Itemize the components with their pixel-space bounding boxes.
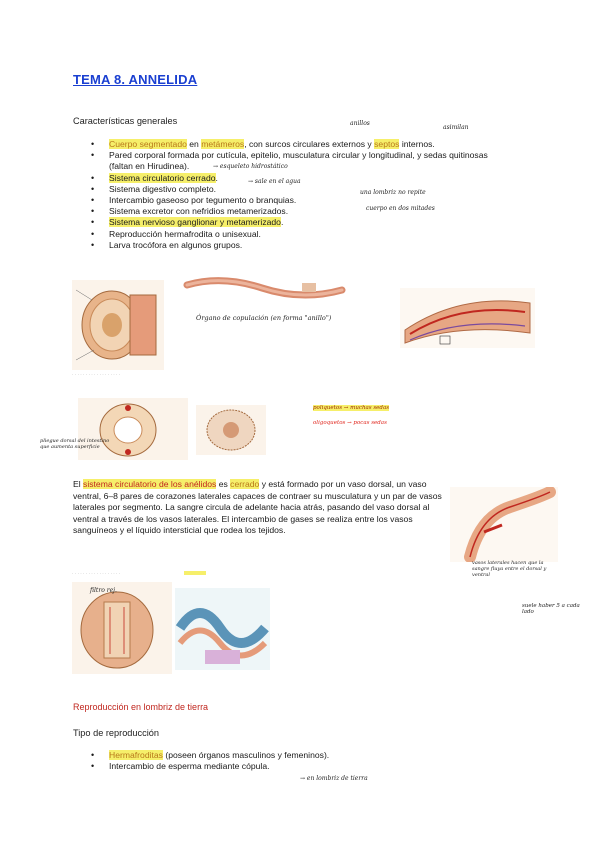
handwritten-note: cuerpo en dos mitades <box>366 205 435 212</box>
list-item: • Pared corporal formada por cutícula, epitelio, musculatura circular y longitudinal, y sedas quitinosas (faltan en Hirudinea). <box>93 150 513 172</box>
circulatory-paragraph: El sistema circulatorio de los anélidos es cerrado y está formado por un vaso dorsal, un vaso ventral, 6–8 pares de corazones laterales capaces de contraer su musculatura y un par de vasos laterales por segmento. La sangre circula de adelante hacia atrás, pasando del vaso dorsal al ventral a través de los vasos laterales. El intercambio de gases se realiza entre los vasos sanguíneos y el líquido intersticial que rodea los tejidos. <box>73 479 442 536</box>
handwritten-note: poliquetos → muchas sedas <box>313 405 390 411</box>
reproduction-list <box>93 750 453 772</box>
list-item: • Reproducción hermafrodita o unisexual. <box>93 229 513 240</box>
highlight: metámeros <box>201 139 245 149</box>
highlight: septos <box>374 139 400 149</box>
handwritten-note: una lombriz no repite <box>360 189 426 196</box>
list-item: • Larva trocófora en algunos grupos. <box>93 240 513 251</box>
earthworm-figure <box>182 270 352 310</box>
intestine-cross-section-figure <box>78 398 188 460</box>
highlight: Sistema nervioso ganglionar y metamerizado <box>109 217 281 228</box>
page-title: TEMA 8. ANNELIDA <box>73 72 198 87</box>
list-item: • Sistema excretor con nefridios metamerizados. <box>93 206 513 217</box>
segment-cross-section-figure <box>72 280 164 370</box>
handwritten-note: asimilan <box>443 124 469 131</box>
handwritten-note: suele haber 5 a cada lado <box>522 603 580 615</box>
handwritten-note: pliegue dorsal del intestino que aumenta superficie <box>40 438 110 450</box>
figure-caption-placeholder: · · · · · · · · · · · · · · · · · · <box>72 571 121 576</box>
section-heading: Características generales <box>73 116 178 126</box>
worm-anatomy-figure <box>400 288 535 348</box>
list-item: • Sistema circulatorio cerrado. <box>93 173 513 184</box>
highlight: Sistema circulatorio cerrado <box>109 172 216 183</box>
tissue-detail-figure <box>175 588 270 670</box>
section-heading: Reproducción en lombriz de tierra <box>73 702 209 712</box>
handwritten-note: → esqueleto hidrostático <box>213 163 288 170</box>
highlight: Cuerpo segmentado <box>109 139 187 149</box>
highlight: cerrado <box>230 479 260 489</box>
list-item: • Sistema digestivo completo. <box>93 184 513 195</box>
list-item: • Cuerpo segmentado en metámeros, con surcos circulares externos y septos internos. <box>93 139 513 150</box>
handwritten-note: Órgano de copulación (en forma "anillo") <box>196 314 332 322</box>
list-item: • Intercambio de esperma mediante cópula. <box>93 761 453 772</box>
intestine-detail-figure <box>72 582 172 674</box>
list-item: • Sistema nervioso ganglionar y metamerizado. <box>93 217 513 228</box>
handwritten-note: anillos <box>350 120 370 127</box>
circulatory-system-figure <box>450 487 558 562</box>
highlight: Hermafroditas <box>109 750 163 760</box>
list-item: • Intercambio gaseoso por tegumento o branquias. <box>93 195 513 206</box>
handwritten-note: → sale en el agua <box>248 178 301 185</box>
handwritten-note: vasos laterales hacen que la sangre fluya entre el dorsal y ventral <box>472 560 547 578</box>
features-list <box>93 139 513 251</box>
subsection-heading: Tipo de reproducción <box>73 728 159 738</box>
handwritten-note: oligoquetos → pocas sedas <box>313 420 387 426</box>
highlight <box>184 571 206 575</box>
handwritten-note: → en lombriz de tierra <box>300 775 368 782</box>
figure-caption-placeholder: · · · · · · · · · · · · · · · · · · <box>72 372 121 377</box>
list-item: • Hermafroditas (poseen órganos masculinos y femeninos). <box>93 750 453 761</box>
highlight: sistema circulatorio de los anélidos <box>83 479 217 489</box>
nephridium-figure <box>196 405 266 455</box>
handwritten-note: filtro rej. <box>90 587 117 594</box>
